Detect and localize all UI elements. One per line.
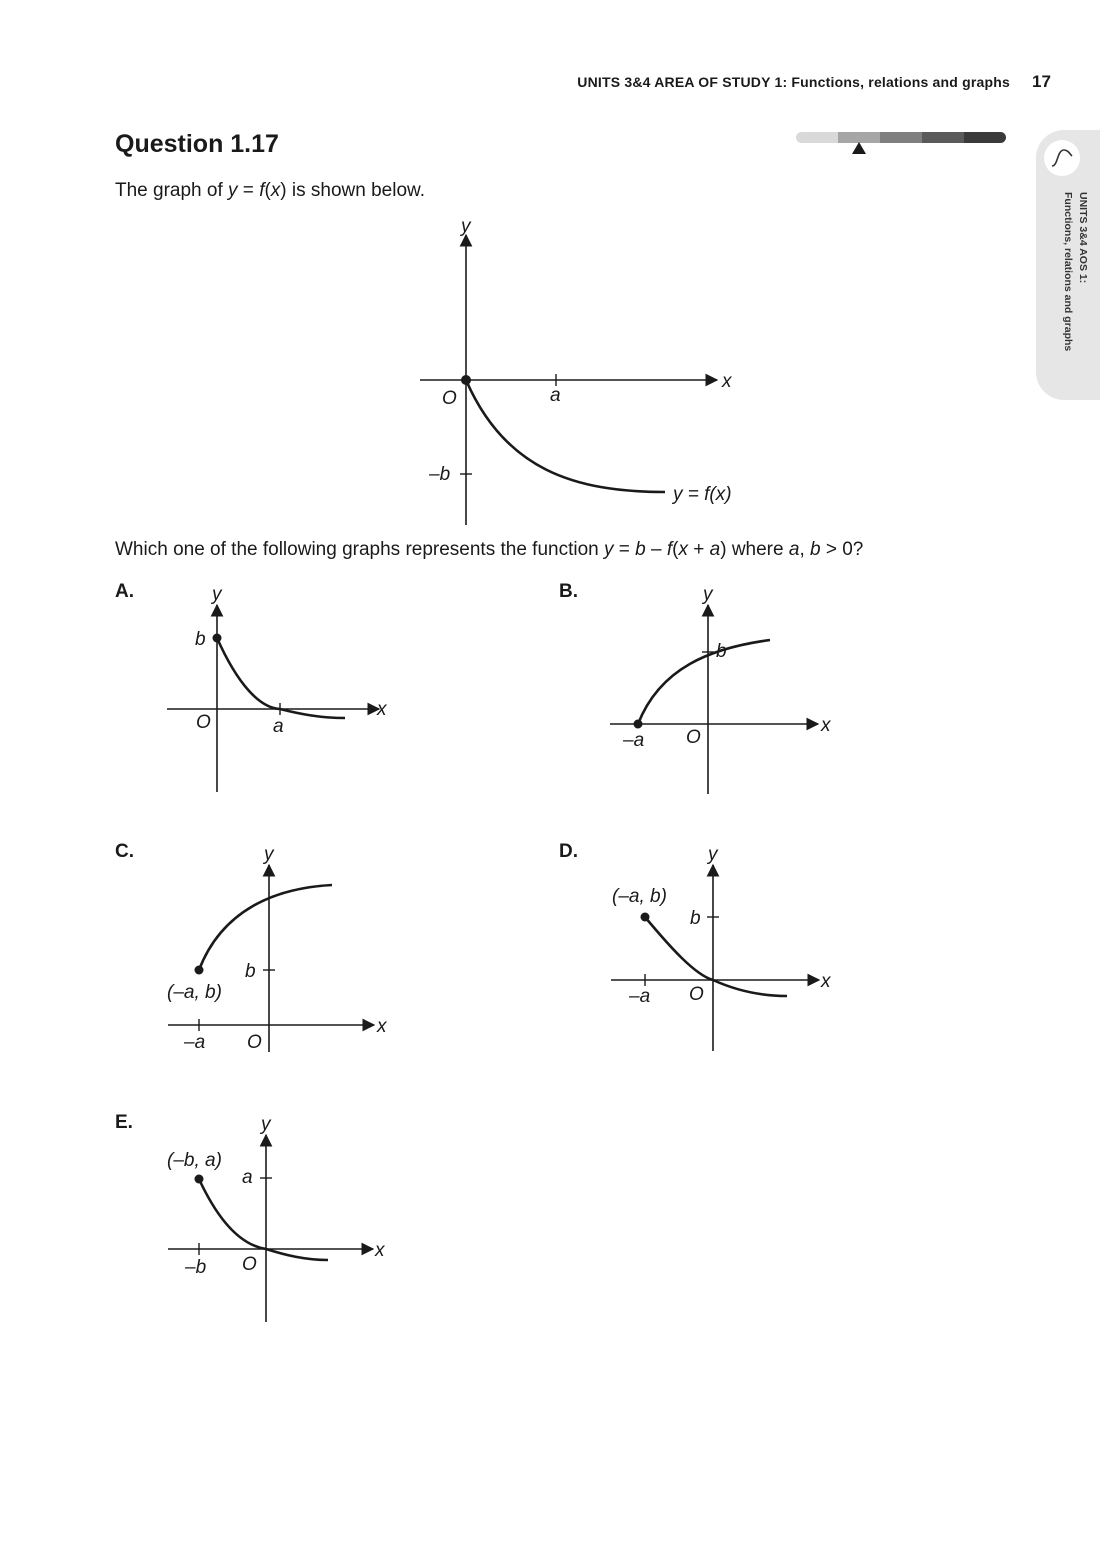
prompt-text: Which one of the following graphs represents the function [115,539,605,560]
y-axis-label: y [708,844,718,865]
y-axis-label: y [461,216,471,237]
prompt-func-f: f [666,539,673,560]
curve [217,638,345,718]
curve-icon [1044,140,1080,176]
curve [199,1179,328,1260]
prompt-end: > 0? [820,539,864,560]
intro-text-end: is shown below. [286,180,425,201]
prompt-var-a2: a [788,539,800,560]
option-d-label[interactable]: D. [559,841,578,862]
option-b-graph[interactable] [600,580,840,800]
intro-paren-open: ( [264,180,271,201]
x-axis-label: x [375,1240,385,1261]
prompt-var-a: a [709,539,721,560]
intro-paren-close: ) [280,180,287,201]
difficulty-segment [796,132,838,143]
option-e-label[interactable]: E. [115,1112,133,1133]
y-axis-label: y [264,844,274,865]
intro-text: The graph of [115,180,229,201]
difficulty-segment [922,132,964,143]
option-b-label[interactable]: B. [559,581,578,602]
option-a-graph[interactable] [160,580,400,800]
question-prompt [115,539,863,561]
x-axis-label: x [722,371,732,392]
prompt-where: ) where [720,539,789,560]
side-tab-line2: Functions, relations and graphs [1062,192,1074,352]
endpoint [641,913,650,922]
option-c-label[interactable]: C. [115,841,134,862]
curve [199,885,332,970]
side-tab-label [1054,192,1090,382]
difficulty-bar [796,132,1006,143]
a-tick-label: a [273,716,284,737]
neg-a-label: –a [184,1032,206,1053]
prompt-var-y: y [604,539,614,560]
prompt-minus: – [645,539,667,560]
prompt-comma: , [799,539,810,560]
option-d-graph[interactable] [600,840,840,1060]
question-title: Question 1.17 [115,130,279,158]
x-axis-label: x [821,971,831,992]
difficulty-segment [880,132,922,143]
x-axis-label: x [377,699,387,720]
neg-a-label: –a [623,730,645,751]
origin-label: O [242,1254,257,1275]
side-tab [1036,130,1100,400]
point-label: (–a, b) [167,982,222,1003]
main-graph [405,210,765,530]
origin-label: O [196,712,211,733]
y-axis-label: y [261,1114,271,1135]
neg-b-tick-label: –b [429,464,451,485]
prompt-plus: + [687,539,710,560]
intro-func-f: f [259,180,265,201]
option-e-graph[interactable] [160,1110,400,1330]
b-label: b [195,629,206,650]
a-label: a [242,1167,253,1188]
prompt-var-x: x [678,539,688,560]
running-head: UNITS 3&4 AREA OF STUDY 1: Functions, relations and graphs [577,74,1010,90]
b-label: b [716,641,727,662]
prompt-var-b2: b [810,539,821,560]
difficulty-marker-icon [852,142,866,154]
b-label: b [690,908,701,929]
page-number: 17 [1032,72,1051,91]
origin-label: O [686,727,701,748]
side-tab-line1: UNITS 3&4 AOS 1: [1077,192,1089,284]
prompt-var-b: b [635,539,646,560]
x-axis-label: x [377,1016,387,1037]
origin-label: O [689,984,704,1005]
curve [466,380,665,492]
intro-var-x: x [270,180,281,201]
a-tick-label: a [550,385,561,406]
option-a-label[interactable]: A. [115,581,134,602]
neg-b-label: –b [185,1257,207,1278]
origin-label: O [442,388,457,409]
curve-label: y = f(x) [673,484,732,505]
prompt-equals: = [613,539,636,560]
option-c-graph[interactable] [160,840,400,1060]
endpoint [634,720,643,729]
b-label: b [245,961,256,982]
x-axis-label: x [821,715,831,736]
prompt-paren: ( [672,539,679,560]
difficulty-segment [964,132,1006,143]
curve [645,917,787,996]
intro-equals: = [237,180,260,201]
endpoint [195,1175,204,1184]
y-axis-label: y [212,584,222,605]
endpoint [195,966,204,975]
intro-var-y: y [228,180,238,201]
origin-point [461,375,471,385]
question-intro [115,180,425,202]
endpoint [213,634,222,643]
point-label: (–a, b) [612,886,667,907]
origin-label: O [247,1032,262,1053]
y-axis-label: y [703,584,713,605]
neg-a-label: –a [629,986,651,1007]
point-label: (–b, a) [167,1150,222,1171]
